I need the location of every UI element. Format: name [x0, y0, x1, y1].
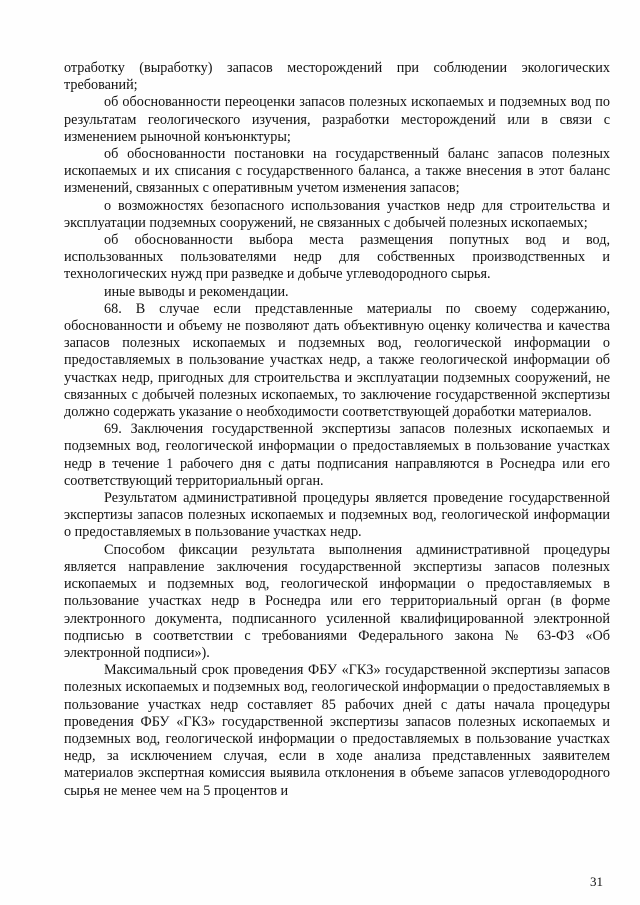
paragraph: о возможностях безопасного использования участков недр для строительства и эксплуатации подземных сооружений, не связанных с добычей полезных ископаемых;: [64, 197, 610, 231]
paragraph: об обоснованности постановки на государственный баланс запасов полезных ископаемых и их списания с государственного баланса, а также внесения в этот баланс изменений, связанных с оперативным учетом изменения запасов;: [64, 146, 610, 197]
paragraph: Максимальный срок проведения ФБУ «ГКЗ» государственной экспертизы запасов полезных ископаемых и подземных вод, геологической информации о предоставляемых в пользование участках недр составляет 85 рабочих дней с даты начала процедуры проведения ФБУ «ГКЗ» государственной экспертизы запасов полезных ископаемых и подземных вод, геологической информации о предоставляемых в пользование участках недр, за исключением случая, если в ходе анализа представленных заявителем материалов экспертная комиссия выявила отклонения в объеме запасов углеводородного сырья не менее чем на 5 процентов и: [64, 662, 610, 799]
paragraph: отработку (выработку) запасов месторождений при соблюдении экологических требований;: [64, 60, 610, 94]
paragraph: об обоснованности выбора места размещения попутных вод и вод, использованных пользователями недр для собственных производственных и технологических нужд при разведке и добыче углеводородного сырья.: [64, 232, 610, 283]
document-body: [64, 60, 610, 800]
paragraph: об обоснованности переоценки запасов полезных ископаемых и подземных вод по результатам геологического изучения, разработки месторождений или в связи с изменением рыночной конъюнктуры;: [64, 94, 610, 145]
paragraph: иные выводы и рекомендации.: [104, 283, 289, 300]
page-number: 31: [590, 874, 603, 889]
paragraph: 68. В случае если представленные материалы по своему содержанию, обоснованности и объему не позволяют дать объективную оценку количества и качества запасов полезных ископаемых и подземных вод, геологической информации о предоставляемых в пользование участках недр, а также геологической информации об участках недр, пригодных для строительства и эксплуатации подземных сооружений, не связанных с добычей полезных ископаемых, то заключение государственной экспертизы должно содержать указание о необходимости соответствующей доработки материалов.: [64, 300, 610, 421]
paragraph: Способом фиксации результата выполнения административной процедуры является направление заключения государственной экспертизы запасов полезных ископаемых и подземных вод, геологической информации о предоставляемых в пользование участках недр в Роснедра или его территориальный орган (в форме электронного документа, подписанного усиленной квалифицированной электронной подписью в соответствии с требованиями Федерального закона № 63-ФЗ «Об электронной подписи»).: [64, 541, 610, 661]
paragraph: Результатом административной процедуры является проведение государственной экспертизы запасов полезных ископаемых и подземных вод, геологической информации о предоставляемых в пользование участках недр.: [64, 490, 610, 541]
paragraph: 69. Заключения государственной экспертизы запасов полезных ископаемых и подземных вод, геологической информации о предоставляемых в пользование участках недр в течение 1 рабочего дня с даты подписания направляются в Роснедра или его соответствующий территориальный орган.: [64, 421, 610, 489]
